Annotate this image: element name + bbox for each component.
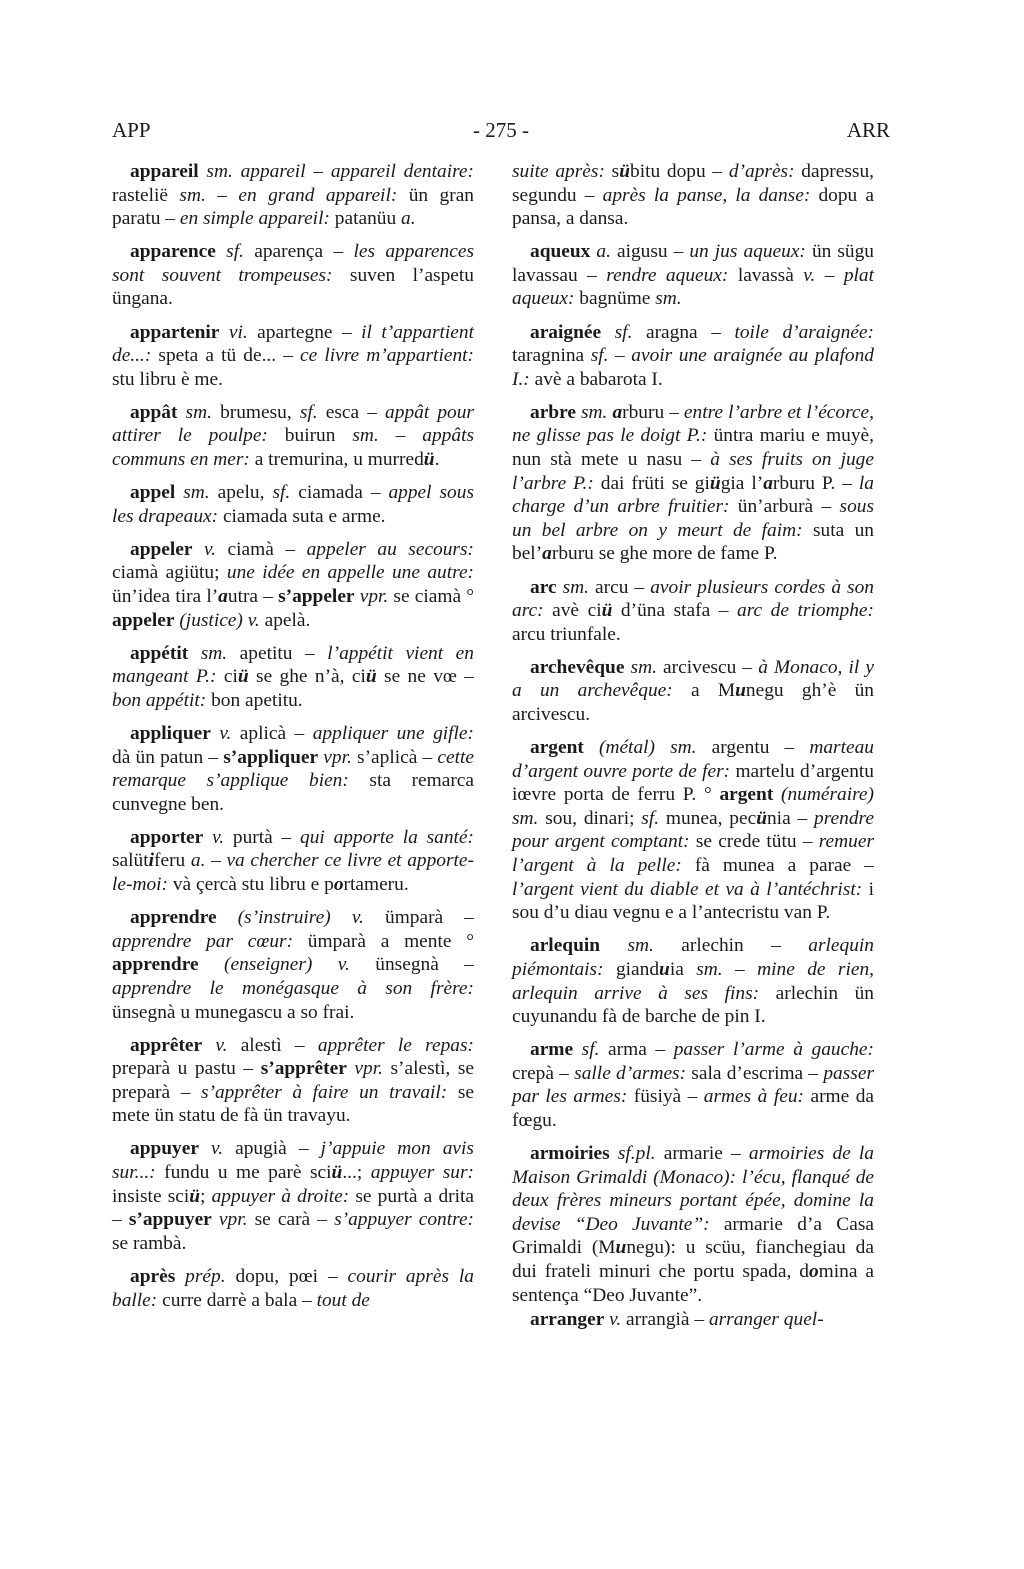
headword: aqueux bbox=[530, 241, 591, 263]
french-gloss: vpr. bbox=[323, 746, 352, 768]
monegasque-text: ün sügu lavassau – bbox=[512, 241, 874, 286]
headword: archevêque bbox=[530, 656, 625, 678]
monegasque-text: d’üna stafa – bbox=[612, 600, 737, 622]
headword: appel bbox=[130, 482, 176, 504]
headword: apparence bbox=[130, 241, 216, 263]
dictionary-entry-appliquer bbox=[112, 722, 474, 816]
monegasque-text: apugià – bbox=[223, 1138, 321, 1160]
monegasque-text: feru bbox=[154, 850, 191, 872]
monegasque-text: avè ci bbox=[543, 600, 602, 622]
headword: argent bbox=[530, 737, 584, 759]
monegasque-text: ünsegnà u munegascu a so frai. bbox=[112, 1001, 355, 1023]
dictionary-entry-apprendre bbox=[112, 906, 474, 1024]
monegasque-text bbox=[573, 1039, 582, 1060]
dictionary-entry-app-tit bbox=[112, 642, 474, 713]
monegasque-text: lavassà bbox=[728, 264, 804, 286]
monegasque-text: ümparà – bbox=[363, 907, 474, 929]
french-gloss: à ses fruits on juge l’arbre P.: bbox=[512, 449, 874, 494]
monegasque-text: se purtà a drita – bbox=[112, 1185, 474, 1231]
right-column bbox=[512, 160, 874, 1341]
monegasque-text bbox=[217, 907, 238, 928]
monegasque-text: stu libru è me. bbox=[112, 368, 223, 390]
dictionary-entry-araign-e bbox=[512, 321, 874, 392]
emphasis-letter: i bbox=[148, 850, 155, 872]
french-gloss: les apparences sont souvent trompeuses: bbox=[112, 241, 474, 286]
french-gloss: sm. – mine de rien, arlequin arrive à ses fins: bbox=[512, 958, 875, 1004]
headword: arme bbox=[530, 1039, 574, 1061]
french-gloss: sf. bbox=[641, 807, 660, 829]
french-gloss: sm. bbox=[183, 482, 210, 504]
monegasque-text: và çercà stu libru e p bbox=[168, 874, 334, 896]
monegasque-text: dopu, pœi – bbox=[225, 1265, 348, 1287]
monegasque-text: nia – bbox=[766, 807, 815, 829]
monegasque-text: se ciamà ° bbox=[388, 586, 474, 607]
monegasque-text bbox=[203, 827, 212, 848]
monegasque-text: negu gh’è ün arcivescu. bbox=[512, 680, 874, 725]
french-gloss: sm. bbox=[562, 576, 590, 598]
french-gloss: prendre pour argent comptant: bbox=[512, 807, 874, 853]
french-gloss: courir après la balle: bbox=[112, 1265, 474, 1311]
monegasque-text: ...; bbox=[342, 1162, 371, 1184]
dictionary-entry-appr-ter bbox=[112, 1034, 474, 1128]
dictionary-entry-apparence bbox=[112, 240, 474, 311]
emphasis-letter: ü bbox=[601, 600, 613, 622]
monegasque-text bbox=[199, 954, 224, 975]
monegasque-text: ün’idea tira l’ bbox=[112, 586, 219, 607]
monegasque-text: se mete ün statu de fà ün travayu. bbox=[112, 1081, 474, 1127]
french-gloss: sm. bbox=[185, 401, 212, 423]
sub-headword: apprendre bbox=[112, 954, 199, 976]
monegasque-text: a tremurina, u murred bbox=[249, 449, 424, 471]
monegasque-text: sou, dinari; bbox=[538, 807, 642, 829]
dictionary-entry-armoiries bbox=[512, 1142, 874, 1307]
emphasis-letter: a bbox=[218, 586, 228, 607]
french-gloss: suite après: bbox=[512, 161, 605, 182]
monegasque-text: apelu, bbox=[209, 482, 273, 504]
dictionary-entry-apr-s bbox=[112, 1265, 474, 1312]
monegasque-text: speta a tü de... – bbox=[151, 345, 301, 367]
monegasque-text: dopu a pansa, a dansa. bbox=[512, 184, 874, 230]
monegasque-text: dapressu, segundu – bbox=[512, 161, 874, 206]
dictionary-entry-arme bbox=[512, 1038, 874, 1132]
monegasque-text: martelu d’argentu iœvre porta de ferru P. ° bbox=[512, 760, 874, 806]
monegasque-text: rburu P. – bbox=[772, 472, 859, 494]
headword: appuyer bbox=[130, 1138, 199, 1160]
monegasque-text: rastelië bbox=[112, 184, 180, 206]
dictionary-entry-arlequin bbox=[512, 934, 874, 1028]
monegasque-text: arcivescu – bbox=[656, 656, 759, 678]
emphasis-letter: a bbox=[763, 472, 773, 494]
monegasque-text: – bbox=[608, 345, 632, 367]
dictionary-entry-arbre bbox=[512, 401, 874, 566]
french-gloss: apprendre par cœur: bbox=[112, 930, 294, 952]
monegasque-text: purtà – bbox=[224, 826, 301, 848]
french-gloss: sm. bbox=[200, 642, 228, 664]
dictionary-entry-apporter bbox=[112, 826, 474, 897]
emphasis-letter: u bbox=[735, 680, 746, 702]
monegasque-text: s bbox=[604, 161, 620, 182]
french-gloss: v. bbox=[212, 826, 225, 848]
french-gloss: appeler au secours: bbox=[306, 538, 474, 560]
monegasque-text: taragnina bbox=[512, 345, 591, 367]
french-gloss: j’appuie mon avis sur...: bbox=[112, 1138, 474, 1184]
monegasque-text: dai früti se gi bbox=[593, 472, 710, 494]
page-header bbox=[112, 118, 890, 148]
french-gloss: v. bbox=[204, 538, 217, 560]
french-gloss: appliquer une gifle: bbox=[312, 722, 474, 744]
monegasque-text: suta un bel’ bbox=[512, 519, 874, 565]
french-gloss: en simple appareil: bbox=[179, 208, 330, 230]
french-gloss: sf. bbox=[581, 1039, 600, 1061]
monegasque-text: ciamà agiütu; bbox=[112, 562, 227, 584]
monegasque-text bbox=[188, 643, 201, 664]
monegasque-text bbox=[601, 322, 615, 343]
monegasque-text bbox=[199, 1138, 211, 1159]
monegasque-text: fundu u me parè sci bbox=[155, 1162, 332, 1184]
monegasque-text: ciamada suta e arme. bbox=[218, 505, 386, 527]
french-gloss: qui apporte la santé: bbox=[300, 826, 474, 848]
emphasis-letter: ü bbox=[237, 666, 249, 688]
french-gloss: vpr. bbox=[218, 1209, 248, 1231]
monegasque-text: fà munea a parae – bbox=[681, 855, 874, 877]
french-gloss: à Monaco, il y a un archevêque: bbox=[512, 656, 874, 702]
monegasque-text: se crede tütu – bbox=[689, 831, 819, 853]
headword: arc bbox=[530, 576, 557, 598]
french-gloss: v. bbox=[211, 1138, 224, 1160]
french-gloss: a. bbox=[401, 208, 416, 230]
emphasis-letter: u bbox=[659, 958, 670, 980]
monegasque-text: ümparà a mente ° bbox=[293, 930, 474, 952]
french-gloss: rendre aqueux: bbox=[606, 264, 729, 286]
french-gloss: prép. bbox=[185, 1265, 226, 1287]
headword: appliquer bbox=[130, 722, 211, 744]
french-gloss: arlequin piémontais: bbox=[512, 935, 874, 980]
monegasque-text: arlechin – bbox=[653, 935, 809, 957]
french-gloss: appuyer sur: bbox=[370, 1162, 474, 1184]
monegasque-text: bon apetitu. bbox=[206, 689, 303, 711]
french-gloss: a. bbox=[596, 241, 611, 263]
emphasis-letter: ü bbox=[709, 472, 721, 494]
dictionary-entry-argent bbox=[512, 736, 874, 925]
french-gloss: avoir une araignée au plafond I.: bbox=[512, 345, 875, 390]
monegasque-text: – bbox=[205, 850, 227, 872]
french-gloss: sf. bbox=[272, 482, 291, 504]
monegasque-text: füsiyà – bbox=[627, 1086, 704, 1108]
french-gloss: v. – plat aqueux: bbox=[512, 264, 874, 310]
headword: arbre bbox=[530, 401, 576, 423]
french-gloss: sm. bbox=[627, 935, 654, 957]
french-gloss: salle d’armes: bbox=[574, 1062, 687, 1084]
entry-continuation bbox=[512, 160, 874, 231]
monegasque-text: arcu – bbox=[589, 576, 651, 598]
monegasque-text: ciamà – bbox=[216, 538, 307, 560]
french-gloss: toile d’araignée: bbox=[734, 321, 874, 343]
monegasque-text: se rambà. bbox=[112, 1232, 187, 1254]
french-gloss: va chercher ce livre et apporte-le-moi: bbox=[112, 850, 474, 896]
dictionary-entry-arranger bbox=[512, 1308, 874, 1332]
monegasque-text: üntra mariu e muyè, nun stà mete u nasu – bbox=[512, 425, 875, 471]
french-gloss: appâts communs en mer: bbox=[112, 425, 474, 471]
french-gloss: une idée en appelle une autre: bbox=[226, 562, 475, 584]
monegasque-text: aplicà – bbox=[231, 722, 313, 744]
french-gloss: apprendre le monégasque à son frère: bbox=[112, 977, 474, 999]
french-gloss: marteau d’argent ouvre porte de fer: bbox=[512, 737, 874, 782]
dictionary-entry-appel bbox=[112, 481, 474, 528]
french-gloss: sous un bel arbre on y meurt de faim: bbox=[512, 496, 875, 541]
french-gloss: cette remarque s’applique bien: bbox=[112, 746, 475, 792]
monegasque-text: apetitu – bbox=[227, 642, 328, 664]
french-gloss: arranger quel- bbox=[708, 1309, 824, 1331]
monegasque-text: mina a sentença “Deo Juvante”. bbox=[512, 1261, 874, 1306]
headword: appartenir bbox=[130, 321, 220, 343]
emphasis-letter: ü bbox=[331, 1162, 343, 1184]
monegasque-text: – bbox=[378, 425, 423, 447]
monegasque-text: munea, pec bbox=[659, 807, 757, 829]
french-gloss: s’apprêter à faire un travail: bbox=[200, 1081, 448, 1103]
dictionary-entry-appeler bbox=[112, 538, 474, 632]
emphasis-letter: a bbox=[612, 401, 623, 423]
french-gloss: remuer l’argent à la pelle: bbox=[512, 831, 874, 877]
headword: armoiries bbox=[530, 1143, 610, 1165]
monegasque-text: a M bbox=[672, 680, 736, 702]
french-gloss: d’après: bbox=[728, 161, 795, 182]
french-gloss: entre l’arbre et l’écorce, ne glisse pas le doigt P.: bbox=[512, 401, 874, 447]
french-gloss: bon appétit: bbox=[112, 689, 207, 711]
monegasque-text: se ne vœ – bbox=[376, 666, 474, 688]
french-gloss: sm. bbox=[352, 425, 379, 447]
monegasque-text: sta remarca cunvegne ben. bbox=[112, 770, 474, 815]
sub-headword: s’appuyer bbox=[128, 1209, 212, 1231]
french-gloss: v. bbox=[215, 1034, 228, 1056]
monegasque-text: ün gran paratu – bbox=[112, 184, 474, 230]
french-gloss: il t’appartient de...: bbox=[112, 321, 474, 367]
monegasque-text: ciamada – bbox=[290, 482, 389, 504]
french-gloss: armoiries de la Maison Grimaldi (Monaco): l’écu, flanqué de deux frères mineurs portant épée, domine la devise “Deo Juvante”: bbox=[512, 1143, 874, 1235]
monegasque-text: armarie d’a Casa Grimaldi (M bbox=[512, 1213, 874, 1259]
dictionary-entry-appartenir bbox=[112, 321, 474, 392]
monegasque-text: apartegne – bbox=[247, 321, 362, 343]
emphasis-letter: ü bbox=[423, 449, 435, 471]
header-last-guide-word: ARR bbox=[846, 118, 890, 142]
french-gloss: vi. bbox=[228, 321, 248, 343]
emphasis-letter: ü bbox=[365, 666, 377, 688]
french-gloss: après la panse, la danse: bbox=[602, 184, 811, 206]
french-gloss: avoir plusieurs cordes à son arc: bbox=[512, 576, 874, 622]
french-gloss: un jus aqueux: bbox=[689, 241, 806, 263]
monegasque-text: preparà u pastu – bbox=[112, 1058, 261, 1080]
monegasque-text: arrangià – bbox=[621, 1309, 709, 1331]
monegasque-text: gia l’ bbox=[720, 472, 764, 494]
monegasque-text: apelà. bbox=[259, 609, 311, 631]
monegasque-text: aigusu – bbox=[610, 241, 690, 263]
monegasque-text: s’aplicà – bbox=[351, 746, 438, 768]
monegasque-text: alestì – bbox=[227, 1034, 318, 1056]
french-gloss: la charge d’un arbre fruitier: bbox=[512, 472, 874, 518]
monegasque-text: esca – bbox=[317, 401, 386, 423]
french-gloss: s’appuyer contre: bbox=[334, 1209, 475, 1231]
french-gloss: (justice) v. bbox=[179, 609, 260, 631]
french-gloss: (s’instruire) v. bbox=[237, 907, 364, 929]
monegasque-text bbox=[773, 784, 781, 805]
monegasque-text bbox=[177, 402, 185, 423]
monegasque-text: arme da fœgu. bbox=[512, 1086, 875, 1131]
monegasque-text: utra – bbox=[227, 586, 279, 607]
french-gloss: sf. bbox=[614, 321, 633, 343]
monegasque-text: crepà – bbox=[512, 1062, 575, 1084]
headword: apprendre bbox=[130, 907, 217, 929]
headword: appareil bbox=[130, 161, 199, 182]
dictionary-entry-aqueux bbox=[512, 240, 874, 311]
monegasque-text: i sou d’u diau vegnu e a l’antecristu van P. bbox=[512, 878, 874, 924]
french-gloss: l’argent vient du diable et va à l’antéchrist: bbox=[512, 878, 863, 900]
monegasque-text: arma – bbox=[599, 1039, 674, 1061]
emphasis-letter: o bbox=[808, 1261, 819, 1283]
monegasque-text bbox=[192, 539, 204, 560]
monegasque-text: aragna – bbox=[632, 321, 735, 343]
french-gloss: passer par les armes: bbox=[512, 1062, 874, 1108]
emphasis-letter: ü bbox=[756, 807, 767, 829]
french-gloss: sf. bbox=[226, 241, 244, 263]
monegasque-text: dà ün patun – bbox=[112, 746, 224, 768]
french-gloss: l’appétit vient en mangeant P.: bbox=[112, 642, 474, 688]
dictionary-entry-appareil bbox=[112, 160, 474, 231]
monegasque-text: insiste sci bbox=[112, 1185, 190, 1207]
monegasque-text: avè a babarota I. bbox=[529, 368, 663, 390]
dictionary-entry-appuyer bbox=[112, 1137, 474, 1255]
monegasque-text: ün’arburà – bbox=[729, 496, 840, 518]
emphasis-letter: ü bbox=[619, 161, 630, 182]
monegasque-text: rburu se ghe more de fame P. bbox=[551, 543, 778, 565]
french-gloss: armes à feu: bbox=[703, 1086, 804, 1108]
monegasque-text: rburu – bbox=[622, 401, 684, 423]
french-gloss: tout de bbox=[316, 1289, 370, 1311]
monegasque-text: ünsegnà – bbox=[349, 954, 474, 976]
monegasque-text bbox=[219, 322, 228, 343]
monegasque-text: se ghe n’à, ci bbox=[248, 666, 366, 688]
monegasque-text: sala d’escrima – bbox=[686, 1062, 824, 1084]
headword: apprêter bbox=[130, 1034, 203, 1056]
french-gloss: appel sous les drapeaux: bbox=[112, 482, 474, 527]
dictionary-entry-arc bbox=[512, 576, 874, 647]
french-gloss: sm. bbox=[630, 656, 657, 678]
monegasque-text: buirun bbox=[267, 425, 353, 447]
monegasque-text: ; bbox=[200, 1185, 212, 1207]
french-gloss: vpr. bbox=[354, 1058, 383, 1080]
monegasque-text: aparença – bbox=[243, 241, 354, 263]
monegasque-text: ci bbox=[216, 666, 238, 688]
monegasque-text bbox=[202, 1035, 215, 1056]
french-gloss: sm. bbox=[581, 401, 608, 423]
headword: apporter bbox=[130, 826, 204, 848]
french-gloss: sf. bbox=[590, 345, 609, 367]
dictionary-entry-archev-que bbox=[512, 656, 874, 727]
monegasque-text: argentu – bbox=[696, 737, 810, 759]
french-gloss: arc de triomphe: bbox=[737, 600, 874, 622]
sub-headword: appeler bbox=[112, 609, 175, 631]
monegasque-text: negu): u scüu, fianchegiau da dui frateli minuri che portu spada, d bbox=[512, 1237, 874, 1283]
monegasque-text bbox=[600, 935, 627, 956]
monegasque-text: giand bbox=[603, 958, 660, 980]
monegasque-text: brumesu, bbox=[211, 401, 300, 423]
headword: arranger bbox=[530, 1309, 605, 1331]
french-gloss: ce livre m’appartient: bbox=[300, 345, 474, 367]
headword: araignée bbox=[530, 321, 602, 343]
sub-headword: argent bbox=[719, 784, 774, 806]
emphasis-letter: o bbox=[333, 874, 344, 896]
monegasque-text: suven l’aspetu üngana. bbox=[112, 264, 474, 310]
monegasque-text: ia bbox=[669, 958, 697, 980]
french-gloss: sf.pl. bbox=[617, 1143, 656, 1165]
french-gloss: sf. bbox=[299, 401, 318, 423]
french-gloss: passer l’arme à gauche: bbox=[673, 1039, 874, 1061]
sub-headword: s’appeler bbox=[278, 586, 355, 607]
monegasque-text bbox=[175, 1266, 185, 1287]
monegasque-text: arlechin ün cuyunandu fà de barche de pin I. bbox=[512, 982, 874, 1028]
monegasque-text: salüt bbox=[112, 850, 149, 872]
french-gloss: v. bbox=[609, 1309, 622, 1331]
headword: arlequin bbox=[530, 935, 601, 957]
monegasque-text: bitu dopu – bbox=[630, 161, 729, 182]
monegasque-text bbox=[610, 1143, 618, 1164]
french-gloss: a. bbox=[190, 850, 206, 872]
french-gloss: appuyer à droite: bbox=[211, 1185, 350, 1207]
left-column bbox=[112, 160, 474, 1322]
french-gloss: (métal) sm. bbox=[598, 737, 697, 759]
monegasque-text: bagnüme bbox=[574, 288, 656, 310]
french-gloss: sm. bbox=[655, 288, 682, 310]
monegasque-text bbox=[212, 1209, 219, 1230]
french-gloss: (enseigner) v. bbox=[224, 954, 350, 976]
sub-headword: s’appliquer bbox=[223, 746, 319, 768]
monegasque-text: arcu triunfale. bbox=[512, 623, 621, 645]
monegasque-text: armarie – bbox=[655, 1143, 749, 1165]
page-number: - 275 - bbox=[473, 118, 529, 142]
french-gloss: (numéraire) sm. bbox=[512, 784, 874, 829]
monegasque-text: s’alestì, se preparà – bbox=[112, 1058, 474, 1103]
emphasis-letter: u bbox=[615, 1237, 627, 1259]
french-gloss: sm. appareil – appareil dentaire: bbox=[206, 161, 474, 182]
dictionary-entry-app-t bbox=[112, 401, 474, 472]
monegasque-text bbox=[216, 241, 226, 262]
header-first-guide-word: APP bbox=[112, 118, 151, 142]
french-gloss: vpr. bbox=[359, 586, 389, 607]
monegasque-text: patanüu bbox=[329, 208, 401, 230]
french-gloss: v. bbox=[219, 722, 232, 744]
monegasque-text: rtameru. bbox=[343, 874, 409, 896]
headword: appétit bbox=[130, 642, 189, 664]
headword: appeler bbox=[130, 538, 193, 560]
headword: après bbox=[130, 1265, 176, 1287]
emphasis-letter: ü bbox=[189, 1185, 201, 1207]
french-gloss: apprêter le repas: bbox=[317, 1034, 474, 1056]
monegasque-text: . bbox=[434, 449, 440, 471]
monegasque-text: se carà – bbox=[247, 1209, 335, 1231]
headword: appât bbox=[130, 401, 178, 423]
monegasque-text bbox=[584, 737, 599, 758]
french-gloss: sm. – en grand appareil: bbox=[179, 184, 398, 206]
monegasque-text: curre darrè a bala – bbox=[157, 1289, 317, 1311]
french-gloss: appât pour attirer le poulpe: bbox=[112, 401, 474, 447]
sub-headword: s’apprêter bbox=[260, 1058, 347, 1080]
emphasis-letter: a bbox=[542, 543, 552, 565]
